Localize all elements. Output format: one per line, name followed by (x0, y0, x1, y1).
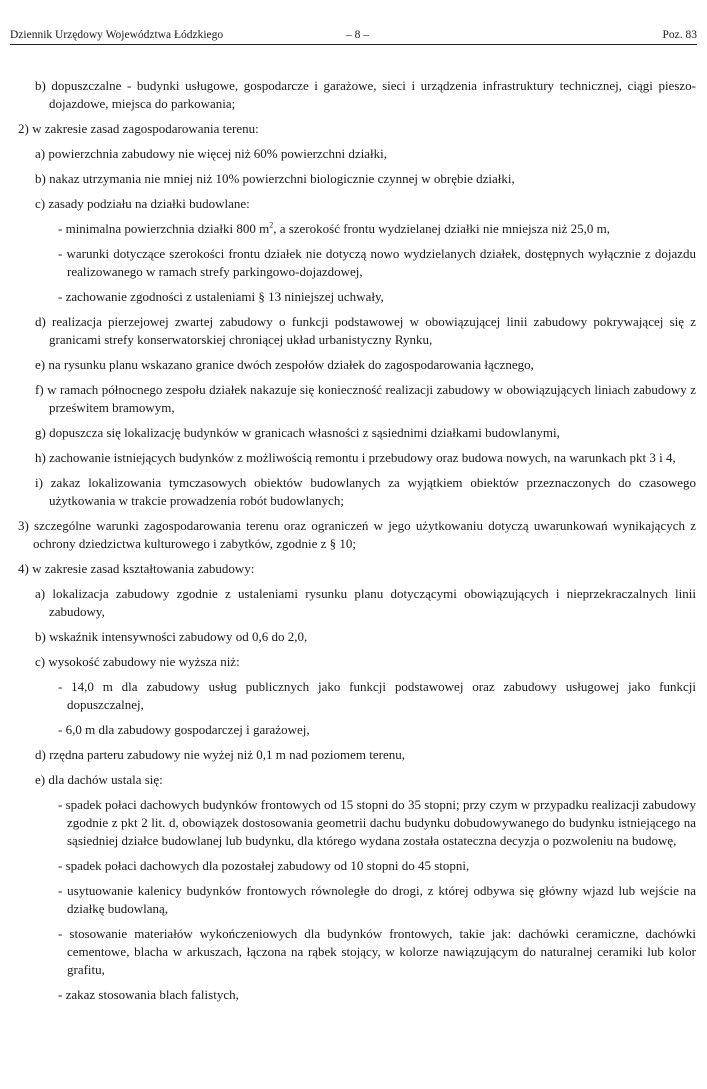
list-item-text: h) zachowanie istniejących budynków z możliwością remontu i przebudowy oraz budowa nowych, na warunkach pkt 3 i 4, (35, 450, 676, 465)
list-item-text: - usytuowanie kalenicy budynków frontowych równoległe do drogi, z której odbywa się główny wjazd lub wejście na działkę budowlaną, (58, 883, 696, 916)
list-item-text: e) dla dachów ustala się: (35, 772, 163, 787)
list-item (18, 560, 696, 578)
list-item (35, 170, 696, 188)
list-item-text: 4) w zakresie zasad kształtowania zabudowy: (18, 561, 255, 576)
list-item-text: d) rzędna parteru zabudowy nie wyżej niż 0,1 m nad poziomem terenu, (35, 747, 405, 762)
list-item-text: 2) w zakresie zasad zagospodarowania terenu: (18, 121, 259, 136)
list-item-text: d) realizacja pierzejowej zwartej zabudowy o funkcji podstawowej w obowiązującej linii zabudowy pokrywającej się z granicami strefy konserwatorskiej chroniącej układ urbanistyczny Rynku, (35, 314, 696, 347)
list-item (35, 628, 696, 646)
list-item (58, 857, 696, 875)
list-item-text: - minimalna powierzchnia działki 800 m (58, 221, 270, 236)
list-item (35, 381, 696, 417)
list-item-text: g) dopuszcza się lokalizację budynków w granicach własności z sąsiednimi działkami budowlanymi, (35, 425, 560, 440)
list-item-text: b) dopuszczalne - budynki usługowe, gospodarcze i garażowe, sieci i urządzenia infrastruktury technicznej, ciągi pieszo-dojazdowe, miejsca do parkowania; (35, 78, 696, 111)
list-item (35, 313, 696, 349)
list-item-text: a) lokalizacja zabudowy zgodnie z ustaleniami rysunku planu dotyczącymi obowiązujących i nieprzekraczalnych linii zabudowy, (35, 586, 696, 619)
list-item (35, 771, 696, 789)
page-header (10, 27, 697, 43)
list-item (35, 746, 696, 764)
list-item-text: - 6,0 m dla zabudowy gospodarczej i garażowej, (58, 722, 310, 737)
list-item (58, 925, 696, 979)
list-item-text: a) powierzchnia zabudowy nie więcej niż 60% powierzchni działki, (35, 146, 387, 161)
list-item-text: i) zakaz lokalizowania tymczasowych obiektów budowlanych za wyjątkiem obiektów przeznaczonych do czasowego użytkowania w trakcie prowadzenia robót budowlanych; (35, 475, 696, 508)
list-item-text: - stosowanie materiałów wykończeniowych dla budynków frontowych, takie jak: dachówki ceramiczne, dachówki cementowe, blacha w arkuszach, łączona na rąbek stojący, w kolorze nawiązującym do naturalnej ceramiki lub kolor grafitu, (58, 926, 696, 977)
list-item (35, 653, 696, 671)
list-item (35, 356, 696, 374)
journal-title: Dziennik Urzędowy Województwa Łódzkiego (10, 29, 224, 41)
list-item (58, 882, 696, 918)
list-item (18, 120, 696, 138)
document-body (0, 77, 707, 1004)
list-item (58, 796, 696, 850)
list-item (35, 424, 696, 442)
list-item (35, 449, 696, 467)
list-item-text: - spadek połaci dachowych dla pozostałej zabudowy od 10 stopni do 45 stopni, (58, 858, 470, 873)
list-item-text: 3) szczególne warunki zagospodarowania terenu oraz ograniczeń w jego użytkowaniu dotyczą uwarunkowań wynikających z ochrony dziedzictwa kulturowego i zabytków, zgodnie z § 10; (18, 518, 696, 551)
list-item-text: f) w ramach północnego zespołu działek nakazuje się konieczność realizacji zabudowy w obowiązujących liniach zabudowy z prześwitem bramowym, (35, 382, 696, 415)
header-rule (10, 44, 697, 45)
list-item-text: - 14,0 m dla zabudowy usług publicznych jako funkcji podstawowej oraz zabudowy usługowej jako funkcji dopuszczalnej, (58, 679, 696, 712)
list-item-text: b) nakaz utrzymania nie mniej niż 10% powierzchni biologicznie czynnej w obrębie działki, (35, 171, 515, 186)
list-item (18, 517, 696, 553)
list-item (35, 585, 696, 621)
list-item (58, 288, 696, 306)
list-item (35, 145, 696, 163)
list-item-text: - zachowanie zgodności z ustaleniami § 13 niniejszej uchwały, (58, 289, 384, 304)
list-item-text: - warunki dotyczące szerokości frontu działek nie dotyczą nowo wydzielanych działek, dostępnych wyłącznie z dojazdu realizowanego w ramach strefy parkingowo-dojazdowej, (58, 246, 696, 279)
list-item (35, 474, 696, 510)
list-item (58, 986, 696, 1004)
page-number: – 8 – (346, 29, 369, 41)
superscript: 2 (269, 220, 274, 230)
list-item (35, 195, 696, 213)
list-item-text: c) wysokość zabudowy nie wyższa niż: (35, 654, 240, 669)
list-item (58, 678, 696, 714)
list-item-text: c) zasady podziału na działki budowlane: (35, 196, 250, 211)
list-item-text: b) wskaźnik intensywności zabudowy od 0,6 do 2,0, (35, 629, 308, 644)
list-item (58, 245, 696, 281)
list-item-text: e) na rysunku planu wskazano granice dwóch zespołów działek do zagospodarowania łącznego, (35, 357, 534, 372)
list-item (58, 721, 696, 739)
list-item-text: - spadek połaci dachowych budynków frontowych od 15 stopni do 35 stopni; przy czym w przypadku realizacji zabudowy zgodnie z pkt 2 lit. d, obowiązek dostosowania geometrii dachu budynku dobudowywanego do budynku istniejącego na sąsiedniej działce budowlanej lub budynku, dla którego wydana została ostateczna decyzja o pozwoleniu na budowę, (58, 797, 696, 848)
list-item-text-continued: , a szerokość frontu wydzielanej działki nie mniejsza niż 25,0 m, (273, 221, 610, 236)
list-item (35, 77, 696, 113)
position-number: Poz. 83 (662, 29, 697, 41)
list-item (58, 220, 696, 238)
list-item-text: - zakaz stosowania blach falistych, (58, 987, 239, 1002)
